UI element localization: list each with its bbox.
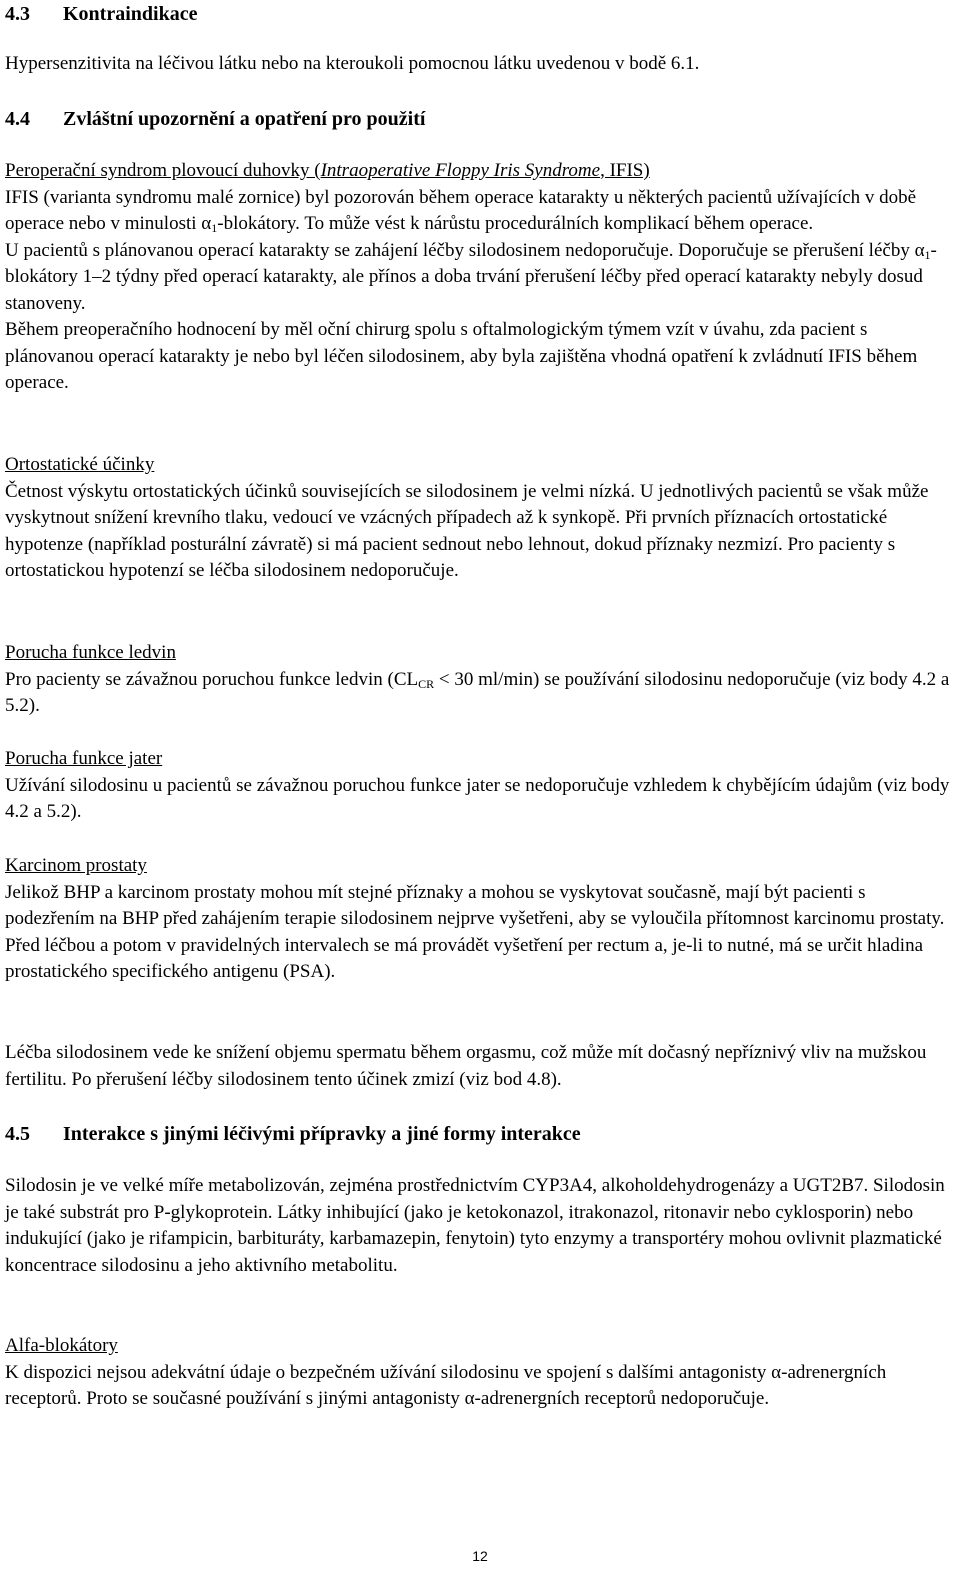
ifis-p1-a: IFIS (varianta syndromu malé zornice) byl pozorován během operace katarakty u některých pacientů užívajících v době operace nebo v minulosti α — [5, 186, 917, 234]
section-number: 4.5 — [5, 1123, 30, 1145]
renal-paragraph — [5, 667, 955, 720]
alpha-blockers-heading: Alfa-blokátory — [5, 1335, 118, 1356]
prostate-cancer-block — [5, 853, 955, 986]
orthostatic-block — [5, 452, 955, 585]
ifis-heading-italic: Intraoperative Floppy Iris Syndrome — [320, 160, 601, 181]
renal-p-sub: CR — [418, 676, 435, 691]
ifis-p1-sub: 1 — [211, 221, 218, 235]
section-title: Interakce s jinými léčivými přípravky a jiné formy interakce — [63, 1123, 581, 1145]
ifis-paragraph-3: Během preoperačního hodnocení by měl oční chirurg spolu s oftalmologickým týmem vzít v úvahu, zda pacient s plánovanou operací katarakty je nebo byl léčen silodosinem, aby byla zajištěna vhodná opatření k zvládnutí IFIS během operace. — [5, 319, 918, 393]
section-number: 4.3 — [5, 3, 30, 25]
ifis-p2-sub: 1 — [924, 247, 931, 262]
ifis-heading-b: , IFIS) — [600, 160, 650, 181]
hepatic-paragraph: Užívání silodosinu u pacientů se závažnou poruchou funkce jater se nedoporučuje vzhledem k chybějícím údajům (viz body 4.2 a 5.2). — [5, 774, 950, 822]
section-heading-4-4 — [5, 106, 425, 132]
interaction-paragraph: Silodosin je ve velké míře metabolizován, zejména prostřednictvím CYP3A4, alkoholdehydrogenázy a UGT2B7. Silodosin je také substrát pro P-glykoprotein. Látky inhibující (jako je ketokonazol, itrakonazol, ritonavir nebo cyklosporin) nebo indukující (jako je rifampicin, barbituráty, karbamazepin, fenytoin) tyto enzymy a transportéry mohou ovlivnit plazmatické koncentrace silodosinu a jeho aktivního metabolitu. — [5, 1175, 945, 1276]
ifis-p2-a: U pacientů s plánovanou operací katarakty se zahájení léčby silodosinem nedoporučuje. Doporučuje se přerušení léčby α — [5, 239, 925, 261]
section-heading-4-3 — [5, 1, 197, 27]
page-number: 12 — [472, 1548, 488, 1564]
section-title: Zvláštní upozornění a opatření pro použití — [63, 108, 426, 130]
section-heading-4-5 — [5, 1121, 581, 1147]
ifis-paragraph-2 — [5, 238, 955, 318]
orthostatic-heading: Ortostatické účinky — [5, 454, 155, 475]
orthostatic-paragraph: Četnost výskytu ortostatických účinků souvisejících se silodosinem je velmi nízká. U jednotlivých pacientů se však může vyskytnout snížení krevního tlaku, vedoucí ve vzácných případech až k synkopě. Při prvních příznacích ortostatické hypotenze (například posturální závratě) si má pacient sednout nebo lehnout, dokud příznaky nezmizí. Pro pacienty s ortostatickou hypotenzí se léčba silodosinem nedoporučuje. — [5, 480, 929, 581]
ifis-block — [5, 158, 955, 397]
renal-block — [5, 640, 955, 720]
alpha-blockers-block — [5, 1333, 955, 1413]
alpha-blockers-paragraph: K dispozici nejsou adekvátní údaje o bezpečném užívání silodosinu ve spojení s dalšími antagonisty α-adrenergních receptorů. Proto se současné používání s jinými antagonisty α-adrenergních receptorů nedoporučuje. — [5, 1361, 887, 1409]
ifis-p1-b: -blokátory. To může vést k nárůstu procedurálních komplikací během operace. — [217, 213, 814, 234]
ifis-paragraph-1 — [5, 185, 955, 238]
fertility-paragraph: Léčba silodosinem vede ke snížení objemu spermatu během orgasmu, což může mít dočasný nepříznivý vliv na mužskou fertilitu. Po přerušení léčby silodosinem tento účinek zmizí (viz bod 4.8). — [5, 1042, 927, 1090]
prostate-cancer-paragraph: Jelikož BHP a karcinom prostaty mohou mít stejné příznaky a mohou se vyskytovat současně, mají být pacienti s podezřením na BHP před zahájením terapie silodosinem nejprve vyšetřeni, aby se vyloučila přítomnost karcinomu prostaty. Před léčbou a potom v pravidelných intervalech se má provádět vyšetření per rectum a, je-li to nutné, má se určit hladina prostatického specifického antigenu (PSA). — [5, 881, 945, 982]
ifis-p2-b: -blokátory 1–2 týdny před operací katarakty, ale přínos a doba trvání přerušení léčby před operací katarakty nebyly dosud stanoveny. — [5, 239, 937, 314]
renal-p-b: < 30 ml/min) se používání silodosinu nedoporučuje (viz body 4.2 a 5.2). — [5, 668, 950, 716]
section-title: Kontraindikace — [63, 3, 198, 25]
renal-p-a: Pro pacienty se závažnou poruchou funkce ledvin (CL — [5, 668, 419, 690]
renal-heading: Porucha funkce ledvin — [5, 642, 176, 663]
ifis-heading-a: Peroperační syndrom plovoucí duhovky ( — [5, 160, 321, 181]
ifis-heading — [5, 158, 955, 185]
prostate-cancer-heading: Karcinom prostaty — [5, 855, 147, 876]
contraindications-text: Hypersenzitivita na léčivou látku nebo na kteroukoli pomocnou látku uvedenou v bodě 6.1. — [5, 53, 700, 74]
section-number: 4.4 — [5, 108, 30, 130]
hepatic-block — [5, 746, 955, 826]
hepatic-heading: Porucha funkce jater — [5, 748, 163, 769]
